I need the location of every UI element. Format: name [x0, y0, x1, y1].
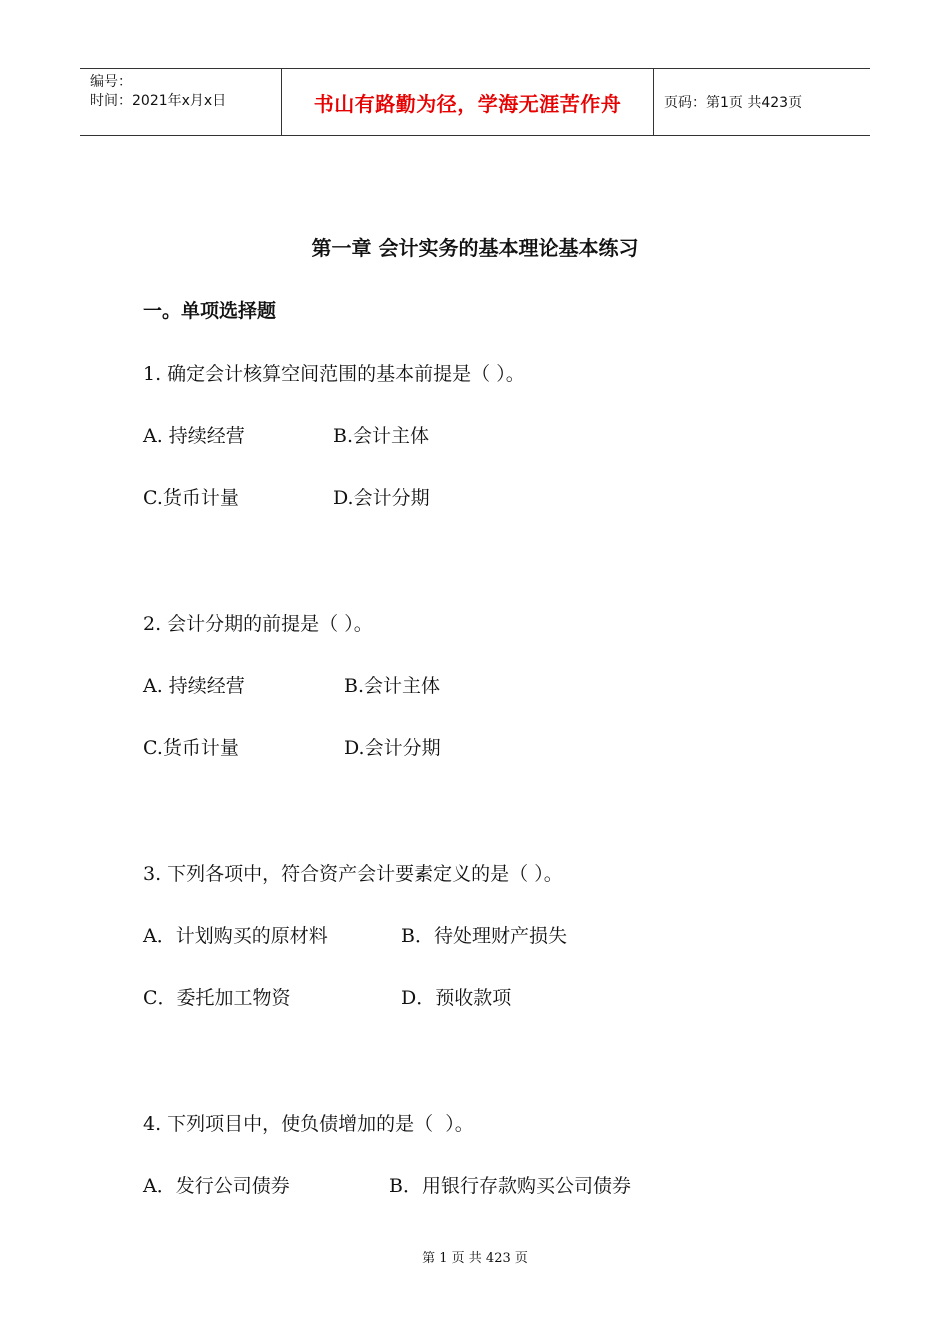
- option-d: D.会计分期: [333, 487, 430, 509]
- option-d: D．预收款项: [401, 987, 512, 1009]
- question-stem: 2. 会计分期的前提是（ ）。: [143, 613, 373, 635]
- header-left-cell: [80, 69, 281, 135]
- option-a: A. 持续经营: [143, 425, 245, 447]
- page-info: 页码：第1页 共423页: [664, 95, 803, 111]
- document-header: [80, 68, 870, 136]
- option-b: B.会计主体: [333, 425, 430, 447]
- option-c: C.货币计量: [143, 487, 239, 509]
- number-label: 编号：: [90, 74, 132, 90]
- option-c: C.货币计量: [143, 737, 239, 759]
- option-b: B．待处理财产损失: [401, 925, 567, 947]
- question-stem: 1. 确定会计核算空间范围的基本前提是（ ）。: [143, 363, 525, 385]
- option-c: C．委托加工物资: [143, 987, 291, 1009]
- question-stem: 4. 下列项目中，使负债增加的是（ ）。: [143, 1113, 474, 1135]
- time-label: 时间：2021年x月x日: [90, 93, 227, 109]
- section-title: 一。单项选择题: [143, 300, 277, 322]
- page-footer: 第 1 页 共 423 页: [422, 1251, 528, 1266]
- question-stem: 3. 下列各项中，符合资产会计要素定义的是（ ）。: [143, 863, 563, 885]
- option-a: A. 持续经营: [143, 675, 245, 697]
- option-a: A．发行公司债券: [143, 1175, 290, 1197]
- motto: 书山有路勤为径，学海无涯苦作舟: [281, 69, 654, 135]
- option-b: B.会计主体: [344, 675, 441, 697]
- chapter-title: 第一章 会计实务的基本理论基本练习: [311, 236, 639, 260]
- option-a: A．计划购买的原材料: [143, 925, 328, 947]
- option-b: B．用银行存款购买公司债券: [389, 1175, 631, 1197]
- option-d: D.会计分期: [344, 737, 441, 759]
